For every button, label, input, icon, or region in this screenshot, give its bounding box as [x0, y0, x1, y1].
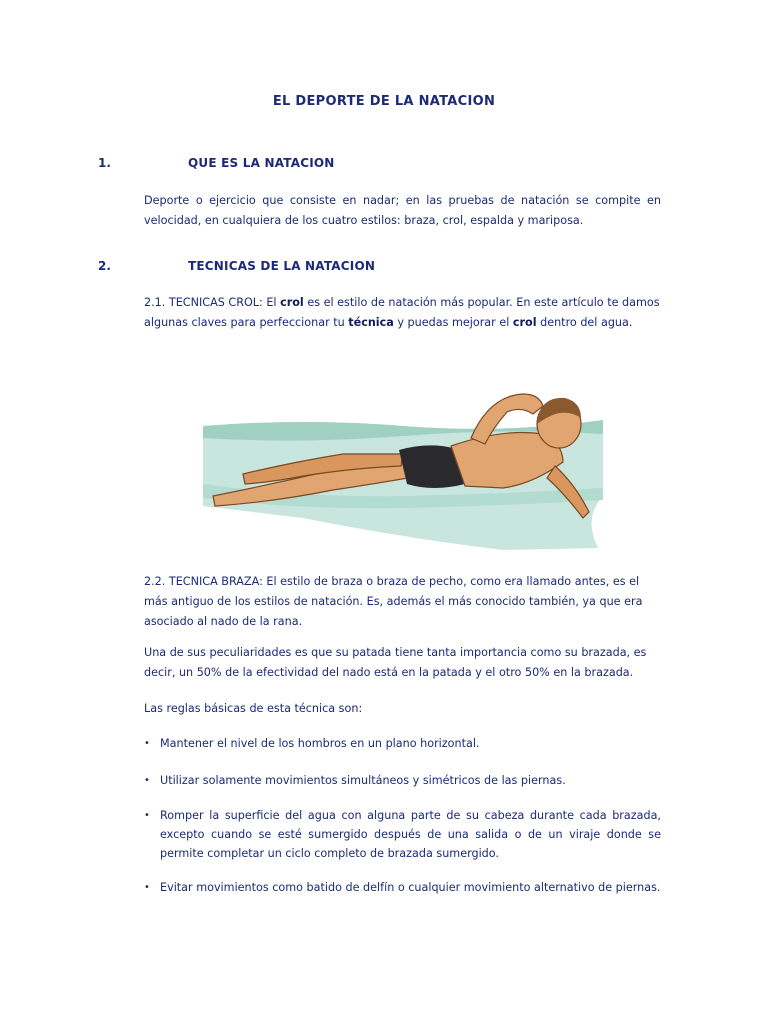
section-2-number: 2. — [98, 259, 111, 273]
list-item — [144, 878, 661, 897]
crol-bold-2: crol — [512, 316, 537, 329]
document-title: EL DEPORTE DE LA NATACION — [272, 94, 496, 109]
list-item-text: Evitar movimientos como batido de delfín o cualquier movimiento alternativo de piernas. — [160, 881, 661, 894]
section-1-paragraph: Deporte o ejercicio que consiste en nadar; en las pruebas de natación se compite en velocidad, en cualquiera de los cuatro estilos: braza, crol, espalda y mariposa. — [144, 194, 661, 227]
bullet-icon: • — [144, 738, 150, 749]
bullet-icon: • — [144, 810, 150, 821]
crol-text-3: y puedas mejorar el — [393, 316, 513, 329]
bullet-icon: • — [144, 775, 150, 786]
bullet-icon: • — [144, 882, 150, 893]
crol-text-2: es el estilo de natación más popular. En este artículo te damos algunas claves para perfeccionar tu — [144, 296, 660, 329]
section-1-title: QUE ES LA NATACION — [188, 156, 335, 170]
list-item — [144, 734, 661, 753]
list-item — [144, 806, 661, 863]
section-1-number: 1. — [98, 156, 111, 170]
peculiaridades-paragraph: Una de sus peculiaridades es que su patada tiene tanta importancia como su brazada, es decir, un 50% de la efectividad del nado está en la patada y el otro 50% en la brazada. — [144, 646, 647, 679]
list-item-text: Utilizar solamente movimientos simultáneos y simétricos de las piernas. — [160, 774, 566, 787]
crol-paragraph — [144, 293, 661, 333]
section-2-title: TECNICAS DE LA NATACION — [188, 259, 376, 273]
swimmer-crawl-illustration-icon — [203, 388, 603, 550]
crol-text-1: 2.1. TECNICAS CROL: El — [144, 296, 281, 309]
crol-bold-tecnica: técnica — [348, 316, 394, 329]
list-item — [144, 771, 661, 790]
crol-text-4: dentro del agua. — [536, 316, 633, 329]
crol-bold-1: crol — [280, 296, 304, 309]
reglas-intro: Las reglas básicas de esta técnica son: — [144, 702, 363, 715]
list-item-text: Mantener el nivel de los hombros en un plano horizontal. — [160, 737, 480, 750]
list-item-text: Romper la superficie del agua con alguna parte de su cabeza durante cada brazada, excepto cuando se esté sumergido después de una salida o de un viraje donde se permite completar un ciclo completo de brazada sumergido. — [160, 809, 661, 860]
braza-paragraph: 2.2. TECNICA BRAZA: El estilo de braza o braza de pecho, como era llamado antes, es el más antiguo de los estilos de natación. Es, además el más conocido también, ya que era asociado al nado de la rana. — [144, 575, 643, 628]
